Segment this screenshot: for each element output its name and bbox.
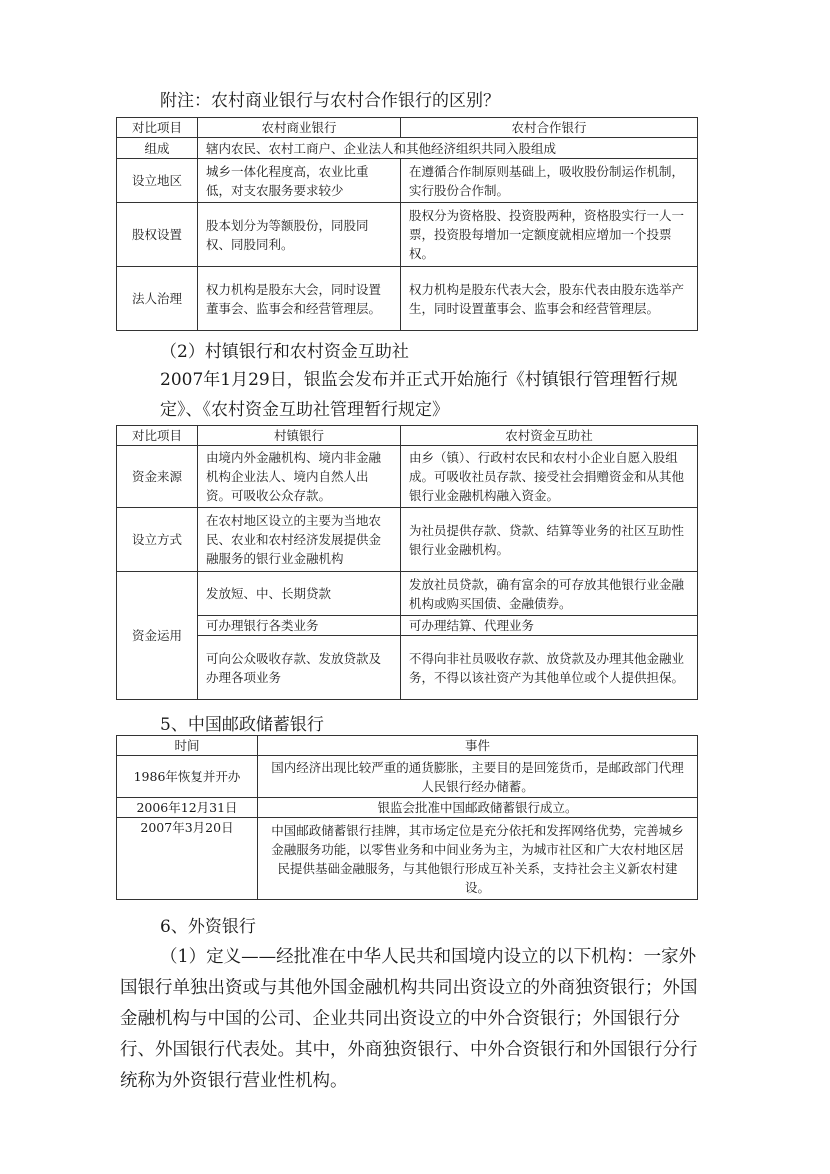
table-cell: 城乡一体化程度高，农业比重低，对支农服务要求较少 bbox=[198, 159, 401, 203]
event-cell: 银监会批准中国邮政储蓄银行成立。 bbox=[258, 798, 698, 818]
table-header-cell: 农村资金互助社 bbox=[401, 426, 698, 446]
table-row bbox=[117, 798, 698, 818]
table-cell: 由境内外金融机构、境内非金融机构企业法人、境内自然人出资。可吸收公众存款。 bbox=[198, 446, 401, 508]
village-bank-comparison-table bbox=[116, 425, 698, 700]
table-header-cell: 农村商业银行 bbox=[198, 118, 401, 138]
table-row bbox=[117, 818, 698, 900]
row-label: 设立地区 bbox=[117, 159, 198, 203]
table-header-cell: 时间 bbox=[117, 736, 258, 756]
time-cell: 1986年恢复并开办 bbox=[117, 756, 258, 798]
table-row bbox=[117, 138, 698, 159]
table-cell: 发放短、中、长期贷款 bbox=[198, 572, 401, 616]
event-cell: 国内经济出现比较严重的通货膨胀，主要目的是回笼货币，是邮政部门代理人民银行经办储蓄。 bbox=[258, 756, 698, 798]
table-row bbox=[117, 446, 698, 508]
section-paragraph: 2007年1月29日，银监会发布并正式开始施行《村镇银行管理暂行规定》、《农村资金互助社管理暂行规定》 bbox=[160, 370, 678, 420]
table-row bbox=[117, 756, 698, 798]
section-heading: （2）村镇银行和农村资金互助社 bbox=[160, 342, 409, 362]
table-cell: 股权分为资格股、投资股两种，资格股实行一人一票，投资股每增加一定额度就相应增加一个投票权。 bbox=[401, 203, 698, 267]
table-header-cell: 对比项目 bbox=[117, 118, 198, 138]
postal-bank-timeline-table bbox=[116, 735, 698, 900]
table-cell: 股本划分为等额股份，同股同权、同股同利。 bbox=[198, 203, 401, 267]
table-cell: 在农村地区设立的主要为当地农民、农业和农村经济发展提供金融服务的银行业金融机构 bbox=[198, 508, 401, 572]
table-row bbox=[117, 508, 698, 572]
event-cell: 中国邮政储蓄银行挂牌，其市场定位是充分依托和发挥网络优势，完善城乡金融服务功能，以零售业务和中间业务为主，为城市社区和广大农村地区居民提供基础金融服务，与其他银行形成互补关系，支持社会主义新农村建设。 bbox=[258, 818, 698, 900]
table-cell: 为社员提供存款、贷款、结算等业务的社区互助性银行业金融机构。 bbox=[401, 508, 698, 572]
row-label: 组成 bbox=[117, 138, 198, 159]
section-heading: 5、中国邮政储蓄银行 bbox=[160, 715, 324, 735]
table-cell: 发放社员贷款，确有富余的可存放其他银行业金融机构或购买国债、金融债券。 bbox=[401, 572, 698, 616]
table-cell: 可办理银行各类业务 bbox=[198, 616, 401, 636]
table-row bbox=[117, 636, 698, 700]
table-row bbox=[117, 203, 698, 267]
table-header-row bbox=[117, 426, 698, 446]
row-label: 法人治理 bbox=[117, 267, 198, 331]
time-cell: 2007年3月20日 bbox=[117, 818, 258, 900]
table-row bbox=[117, 572, 698, 616]
table-header-row bbox=[117, 118, 698, 138]
table-cell: 权力机构是股东大会，同时设置董事会、监事会和经营管理层。 bbox=[198, 267, 401, 331]
merged-cell: 辖内农民、农村工商户、企业法人和其他经济组织共同入股组成 bbox=[198, 138, 698, 159]
section-paragraph: （1）定义——经批准在中华人民共和国境内设立的以下机构：一家外国银行单独出资或与其他外国金融机构共同出资设立的外商独资银行；外国金融机构与中国的公司、企业共同出资设立的中外合资银行；外国银行分行、外国银行代表处。其中，外商独资银行、中外合资银行和外国银行分行统称为外资银行营业性机构。 bbox=[120, 947, 698, 1091]
table-header-cell: 对比项目 bbox=[117, 426, 198, 446]
table-cell: 由乡（镇）、行政村农民和农村小企业自愿入股组成。可吸收社员存款、接受社会捐赠资金和从其他银行业金融机构融入资金。 bbox=[401, 446, 698, 508]
note-title: 附注：农村商业银行与农村合作银行的区别？ bbox=[160, 91, 500, 111]
table-cell: 在遵循合作制原则基础上，吸收股份制运作机制，实行股份合作制。 bbox=[401, 159, 698, 203]
row-label: 股权设置 bbox=[117, 203, 198, 267]
table-cell: 不得向非社员吸收存款、放贷款及办理其他金融业务，不得以该社资产为其他单位或个人提供担保。 bbox=[401, 636, 698, 700]
table-header-cell: 农村合作银行 bbox=[401, 118, 698, 138]
table-header-cell: 村镇银行 bbox=[198, 426, 401, 446]
row-label: 资金来源 bbox=[117, 446, 198, 508]
table-header-row bbox=[117, 736, 698, 756]
section-heading: 6、外资银行 bbox=[160, 917, 256, 937]
table-cell: 可向公众吸收存款、发放贷款及办理各项业务 bbox=[198, 636, 401, 700]
table-row bbox=[117, 159, 698, 203]
table-cell: 权力机构是股东代表大会，股东代表由股东选举产生，同时设置董事会、监事会和经营管理层。 bbox=[401, 267, 698, 331]
table-row bbox=[117, 616, 698, 636]
row-label: 资金运用 bbox=[117, 572, 198, 700]
time-cell: 2006年12月31日 bbox=[117, 798, 258, 818]
rural-bank-comparison-table bbox=[116, 117, 698, 331]
row-label: 设立方式 bbox=[117, 508, 198, 572]
table-header-cell: 事件 bbox=[258, 736, 698, 756]
table-cell: 可办理结算、代理业务 bbox=[401, 616, 698, 636]
table-row bbox=[117, 267, 698, 331]
